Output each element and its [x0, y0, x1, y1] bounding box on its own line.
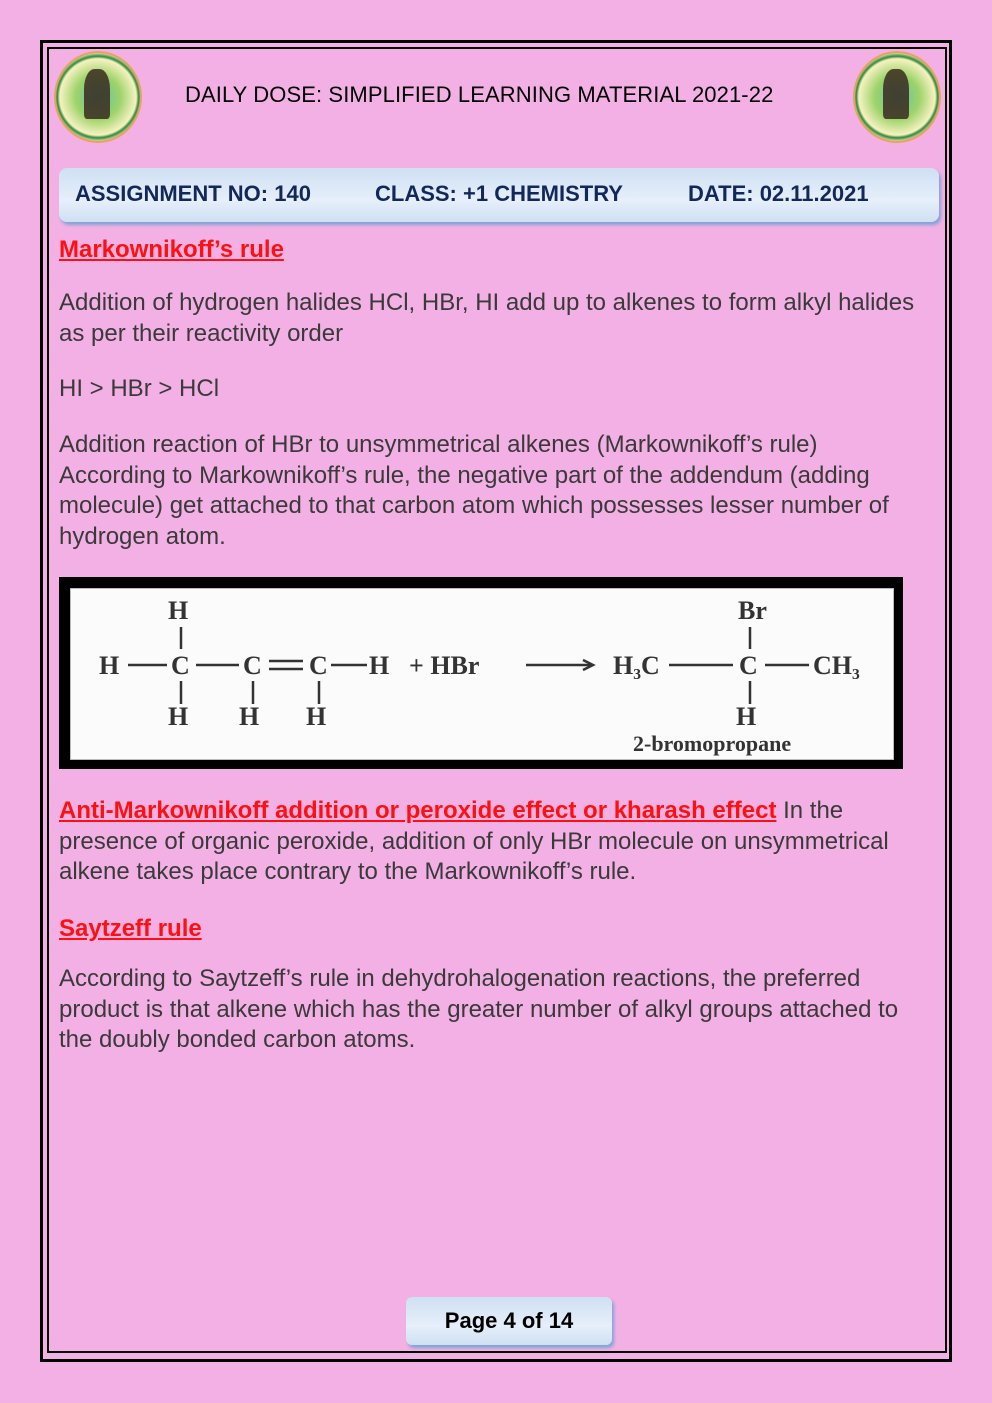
page-number: Page 4 of 14	[406, 1297, 612, 1345]
heading-saytzeff: Saytzeff rule	[59, 915, 202, 942]
anti-markownikoff-text: In the presence of organic peroxide, addition of only HBr molecule on unsymmetrical alkene takes place contrary to the Markownikoff’s rule.	[59, 797, 889, 885]
paragraph-markownikoff-rule: Addition reaction of HBr to unsymmetrical alkenes (Markownikoff’s rule) According to Markownikoff’s rule, the negative part of the addendum (adding molecule) get attached to that carbon atom which possesses lesser number of hydrogen atom.	[59, 431, 889, 550]
group-h3c: H₃C	[613, 651, 660, 680]
assignment-info-bar	[59, 168, 939, 222]
atom-h: H	[168, 702, 189, 731]
reaction-diagram	[59, 577, 903, 769]
atom-br: Br	[738, 596, 767, 625]
paragraph-saytzeff-rule: According to Saytzeff’s rule in dehydrohalogenation reactions, the preferred product is that alkene which has the greater number of alkyl groups attached to the doubly bonded carbon atoms.	[59, 965, 899, 1053]
atom-c: C	[171, 651, 190, 680]
group-ch3: CH₃	[813, 651, 860, 680]
atom-c: C	[739, 651, 758, 680]
heading-markownikoff: Markownikoff’s rule	[59, 236, 284, 263]
reagent-hbr: + HBr	[409, 651, 480, 680]
atom-c: C	[243, 651, 262, 680]
reactivity-order: HI > HBr > HCl	[59, 375, 220, 402]
atom-h: H	[239, 702, 260, 731]
assignment-number: ASSIGNMENT NO: 140	[75, 181, 311, 206]
product-name: 2-bromopropane	[633, 731, 792, 756]
atom-h: H	[736, 702, 757, 731]
atom-h: H	[306, 702, 327, 731]
heading-anti-markownikoff: Anti-Markownikoff addition or peroxide effect or kharash effect	[59, 797, 777, 824]
class-label: CLASS: +1 CHEMISTRY	[375, 181, 623, 206]
atom-h: H	[369, 651, 390, 680]
atom-c: C	[309, 651, 328, 680]
paragraph-anti-markownikoff	[59, 796, 929, 888]
paragraph-hydrogen-halides: Addition of hydrogen halides HCl, HBr, HI add up to alkenes to form alkyl halides as per their reactivity order	[59, 289, 915, 347]
header-title: DAILY DOSE: SIMPLIFIED LEARNING MATERIAL 2021-22	[185, 82, 774, 107]
atom-h: H	[99, 651, 120, 680]
date-label: DATE: 02.11.2021	[688, 181, 869, 206]
atom-h: H	[168, 596, 189, 625]
reaction-scheme	[71, 589, 893, 759]
school-logo-right	[853, 51, 941, 143]
school-logo-left	[54, 51, 142, 143]
